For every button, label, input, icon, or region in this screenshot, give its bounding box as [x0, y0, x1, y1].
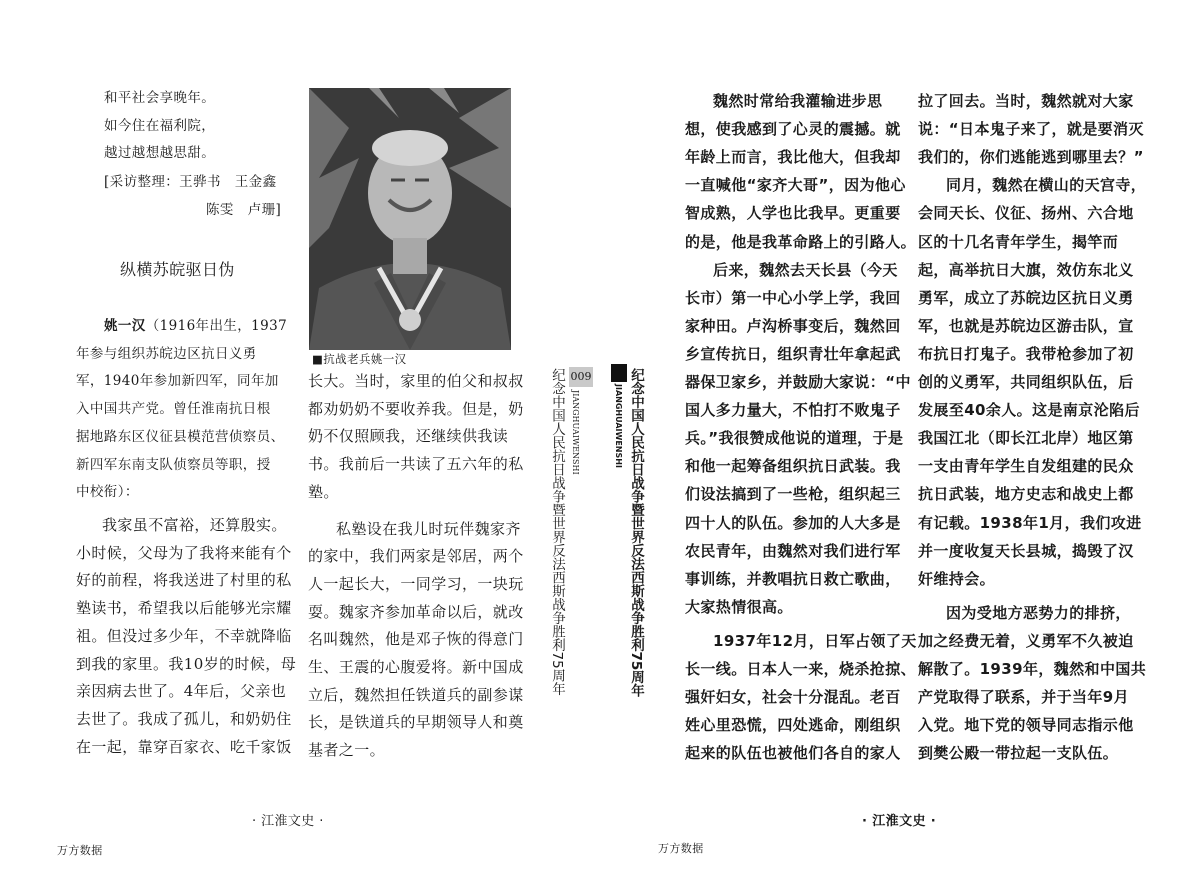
left-col1-line: 在一起，靠穿百家衣、吃千家饭	[76, 737, 292, 756]
right-col2-line: 到樊公殿一带拉起一支队伍。	[918, 744, 1119, 763]
right-col1-line: 一直喊他“家齐大哥”，因为他心	[685, 176, 906, 195]
right-col1-line: 兵。”我很赞成他说的道理，于是	[685, 429, 904, 448]
left-col1-line: 到我的家里。我10岁的时候，母	[76, 654, 297, 673]
left-col2-line: 书。我前后一共读了五六年的私	[308, 455, 524, 474]
right-col2-line: 布抗日打鬼子。我带枪参加了初	[918, 344, 1134, 363]
left-col2-line: 长大。当时，家里的伯父和叔叔	[308, 372, 524, 390]
right-col2-line: 一支由青年学生自发组建的民众	[918, 457, 1134, 476]
poem-line-3: 越过越想越思甜。	[104, 145, 216, 161]
left-col2-line: 立后，魏然担任铁道兵的副参谋	[308, 685, 524, 704]
page-number: 009	[569, 367, 593, 387]
right-col2-line: 军，也就是苏皖边区游击队，宣	[918, 316, 1134, 335]
right-col2-line: 同月，魏然在横山的天宫寺，	[946, 176, 1147, 195]
right-col2-line: 有记载。1938年1月，我们攻进	[918, 513, 1142, 532]
right-col1-line: 想，使我感到了心灵的震撼。就	[685, 120, 901, 139]
left-col2-line: 耍。魏家齐参加革命以后，就改	[308, 602, 524, 621]
right-col1-line: 年龄上而言，我比他大，但我却	[685, 148, 901, 167]
left-watermark: 万方数据	[57, 844, 103, 857]
right-col1-line: 强奸妇女，社会十分混乱。老百	[685, 688, 901, 707]
bio-line: 入中国共产党。曾任淮南抗日根	[76, 401, 271, 418]
section-title: 纵横苏皖驱日伪	[120, 260, 235, 279]
credit-line-1: [采访整理：王骅书 王金鑫	[104, 174, 277, 190]
right-col2-line: 我国江北（即长江北岸）地区第	[918, 429, 1134, 448]
left-col2-line: 都劝奶奶不要收养我。但是，奶	[308, 399, 524, 418]
right-col1-line: 器保卫家乡，并鼓励大家说：“中	[685, 373, 911, 391]
left-col2-line: 生、王震的心腹爱将。新中国成	[308, 658, 524, 676]
right-col1-line: 姓心里恐慌，四处逃命，刚组织	[685, 716, 901, 735]
right-col2-line: 发展至40余人。这是南京沦陷后	[918, 401, 1140, 420]
bio-name: 姚一汉	[104, 318, 146, 334]
left-col2-line: 基者之一。	[308, 741, 386, 760]
right-col1-line: 农民青年，由魏然对我们进行军	[685, 541, 901, 560]
right-col1-line: 乡宣传抗日，组织青壮年拿起武	[685, 344, 901, 363]
right-col1-line: 起来的队伍也被他们各自的家人	[685, 744, 901, 763]
bio-line: 新四军东南支队侦察员等职，授	[76, 456, 271, 473]
right-col2-line: 起，高举抗日大旗，效仿东北义	[918, 260, 1134, 279]
left-col1-line: 好的前程，将我送进了村里的私	[76, 571, 292, 590]
left-col1-line: 去世了。我成了孤儿，和奶奶住	[76, 709, 292, 728]
right-col2-line: 拉了回去。当时，魏然就对大家	[918, 92, 1134, 110]
right-col2-line: 勇军，成立了苏皖边区抗日义勇	[918, 288, 1134, 307]
left-col2-line: 人一起长大，一同学习，一块玩	[308, 574, 524, 593]
right-col2-line: 并一度收复天长县城，捣毁了汉	[918, 541, 1134, 560]
left-col2-line: 长，是铁道兵的早期领导人和奠	[308, 713, 524, 732]
right-col1-line: 1937年12月，日军占领了天	[713, 631, 917, 650]
right-spine-pinyin: JIANGHUAIWENSHI	[614, 384, 623, 468]
right-col1-line: 长市）第一中心小学上学，我回	[685, 288, 901, 307]
poem-line-1: 和平社会享晚年。	[104, 90, 216, 106]
right-col2-line: 解散了。1939年，魏然和中国共	[918, 660, 1147, 678]
right-col2-line: 产党取得了联系，并于当年9月	[918, 688, 1130, 707]
right-col2-line: 我们的，你们逃能逃到哪里去？”	[918, 148, 1144, 167]
left-col2-line: 名叫魏然，他是邓子恢的得意门	[308, 630, 524, 649]
right-col2-line: 区的十几名青年学生，揭竿而	[918, 232, 1119, 251]
left-col2-line: 私塾设在我儿时玩伴魏家齐	[336, 519, 521, 538]
bio-line: 中校衔）：	[76, 484, 139, 501]
right-col2-line: 抗日武装，地方史志和战史上都	[918, 485, 1134, 504]
right-col1-line: 四十人的队伍。参加的人大多是	[685, 513, 901, 532]
right-col2-line: 加之经费无着，义勇军不久被迫	[918, 631, 1134, 650]
right-col1-line: 们设法搞到了一些枪，组织起三	[685, 485, 901, 504]
right-col2-line: 因为受地方恶势力的排挤，	[946, 603, 1131, 622]
bio-line: 据地路东区仪征县模范营侦察员、	[76, 428, 285, 445]
left-col1-line: 塾读书，希望我以后能够光宗耀	[76, 599, 292, 618]
bio-line-1: 姚一汉（1916年出生，1937	[104, 318, 288, 334]
right-col1-line: 魏然时常给我灌输进步思	[713, 92, 883, 110]
right-col1-line: 和他一起筹备组织抗日武装。我	[685, 457, 901, 476]
right-col1-line: 智成熟，人学也比我早。更重要	[685, 204, 901, 223]
credit-line-2: 陈雯 卢珊]	[206, 202, 282, 218]
bio-line: 年参与组织苏皖边区抗日义勇	[76, 345, 257, 362]
left-spine-title: 纪念中国人民抗日战争暨世界反法西斯战争胜利75周年	[549, 368, 565, 696]
left-col1-line: 小时候，父母为了我将来能有个	[76, 543, 292, 562]
right-col2-line: 会同天长、仪征、扬州、六合地	[918, 204, 1134, 223]
left-col2-line: 塾。	[308, 482, 339, 501]
right-spine-title: 纪念中国人民抗日战争暨世界反法西斯战争胜利75周年	[628, 368, 644, 698]
right-col1-line: 国人多力量大，不怕打不败鬼子	[685, 401, 901, 420]
left-col1-line: 亲因病去世了。4年后，父亲也	[76, 682, 287, 701]
right-col1-line: 长一线。日本人一来，烧杀抢掠、	[685, 660, 917, 678]
right-col1-line: 后来，魏然去天长县（今天	[713, 260, 898, 279]
right-col1-line: 家种田。卢沟桥事变后，魏然回	[685, 316, 901, 335]
right-footer: · 江淮文史 ·	[862, 814, 937, 829]
right-col2-line: 奸维持会。	[918, 569, 996, 588]
right-watermark: 万方数据	[658, 842, 704, 855]
right-col1-line: 事训练，并教唱抗日救亡歌曲，	[685, 569, 901, 588]
right-col2-line: 入党。地下党的领导同志指示他	[918, 716, 1134, 735]
left-col2-line: 奶不仅照顾我，还继续供我读	[308, 427, 509, 446]
left-footer: · 江淮文史 ·	[252, 814, 324, 829]
right-col1-line: 大家热情很高。	[685, 597, 793, 616]
right-col2-line: 说：“日本鬼子来了，就是要消灭	[918, 120, 1144, 139]
right-spine-block	[611, 364, 627, 382]
bio-line: 军，1940年参加新四军，同年加	[76, 373, 279, 390]
right-col1-line: 的是，他是我革命路上的引路人。	[685, 232, 917, 251]
left-col1-line: 祖。但没过多少年，不幸就降临	[76, 626, 292, 645]
left-col2-line: 的家中，我们两家是邻居，两个	[308, 547, 524, 566]
photo-caption: ■抗战老兵姚一汉	[312, 352, 407, 366]
veteran-photo	[309, 88, 511, 350]
left-col1-line: 我家虽不富裕，还算殷实。	[102, 516, 287, 534]
left-spine-pinyin: JIANGHUAIWENSHI	[571, 390, 580, 475]
right-col2-line: 创的义勇军，共同组织队伍，后	[918, 373, 1134, 391]
poem-line-2: 如今住在福利院，	[104, 118, 216, 134]
